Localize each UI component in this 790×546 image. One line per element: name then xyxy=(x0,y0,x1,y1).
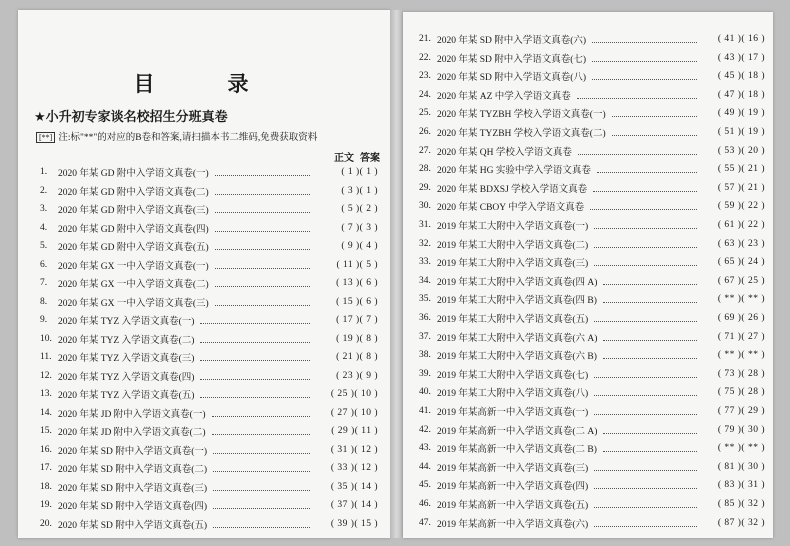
entry-leader xyxy=(200,372,310,380)
toc-entry xyxy=(40,184,378,198)
entry-number: 42. xyxy=(419,424,431,435)
toc-entry xyxy=(419,218,765,232)
entry-number: 26. xyxy=(419,127,431,137)
column-header-text: 正文 xyxy=(334,153,354,164)
entry-title: 2020 年某 GD 附中入学语文真卷(二) xyxy=(58,187,209,198)
entry-leader xyxy=(612,128,697,136)
entry-leader xyxy=(592,54,697,62)
entry-title: 2020 年某 GD 附中入学语文真卷(四) xyxy=(58,224,209,235)
entry-title: 2020 年某 GX 一中入学语文真卷(二) xyxy=(58,280,209,290)
toc-entry xyxy=(40,313,378,327)
toc-entry xyxy=(40,165,378,179)
entry-pages: ( 37 )( 14 ) xyxy=(330,500,378,510)
entry-leader xyxy=(215,187,310,195)
toc-entry xyxy=(419,69,765,83)
entry-leader xyxy=(213,520,310,528)
entry-pages: ( 3 )( 1 ) xyxy=(341,185,378,196)
entry-pages: ( 71 )( 27 ) xyxy=(717,331,765,342)
entry-title: 2020 年某 AZ 中学入学语文真卷 xyxy=(437,91,571,102)
entry-pages: ( 87 )( 32 ) xyxy=(717,517,765,528)
entry-number: 37. xyxy=(419,331,431,342)
entry-pages: ( 47 )( 18 ) xyxy=(717,89,765,100)
entry-pages: ( 41 )( 16 ) xyxy=(717,34,765,44)
entry-title: 2020 年某 SD 附中入学语文真卷(四) xyxy=(58,502,208,512)
entry-number: 40. xyxy=(419,387,431,398)
entry-title: 2019 年某高新一中入学语文真卷(六) xyxy=(437,519,589,530)
entry-leader xyxy=(603,295,697,303)
entry-pages: ( 73 )( 28 ) xyxy=(717,368,765,379)
entry-number: 24. xyxy=(419,89,431,100)
entry-pages: ( 79 )( 30 ) xyxy=(717,424,765,435)
entry-leader xyxy=(590,202,697,210)
toc-entry xyxy=(419,367,765,381)
entry-number: 7. xyxy=(40,278,48,288)
entry-pages: ( 69 )( 26 ) xyxy=(717,313,765,323)
toc-entry xyxy=(419,106,765,120)
entry-leader xyxy=(594,481,697,489)
entry-number: 2. xyxy=(40,185,48,196)
entry-title: 2020 年某 TYZ 入学语文真卷(四) xyxy=(58,372,195,383)
entry-pages: ( 55 )( 21 ) xyxy=(717,164,765,175)
toc-entry xyxy=(40,461,378,475)
note-text: 注:标"**"的对应的B卷和答案,请扫描本书二维码,免费获取资料 xyxy=(58,133,318,143)
toc-entry xyxy=(40,424,378,438)
entry-pages: ( 29 )( 11 ) xyxy=(331,426,378,436)
entry-title: 2020 年某 CBOY 中学入学语文真卷 xyxy=(437,203,585,214)
entry-title: 2020 年某 HG 实验中学入学语文真卷 xyxy=(437,166,591,177)
entry-title: 2020 年某 GX 一中入学语文真卷(三) xyxy=(58,298,209,309)
entry-leader xyxy=(594,463,697,471)
toc-entry xyxy=(419,330,765,344)
entry-title: 2019 年某工大附中入学语文真卷(四 B) xyxy=(437,296,597,307)
entry-number: 29. xyxy=(419,182,431,193)
entry-title: 2019 年某工大附中入学语文真卷(三) xyxy=(437,259,589,270)
entry-number: 13. xyxy=(40,389,52,399)
entry-pages: ( 53 )( 20 ) xyxy=(717,145,765,156)
toc-entry xyxy=(419,181,765,195)
toc-entry xyxy=(419,348,765,362)
entry-leader xyxy=(594,500,697,508)
column-headers xyxy=(334,149,380,164)
entry-pages: ( 15 )( 6 ) xyxy=(336,296,378,307)
entry-title: 2020 年某 GX 一中入学语文真卷(一) xyxy=(58,261,209,272)
toc-entry xyxy=(40,332,378,346)
entry-number: 14. xyxy=(40,407,52,418)
entry-leader xyxy=(215,261,310,269)
entry-leader xyxy=(577,91,697,99)
entry-title: 2019 年某工大附中入学语文真卷(六 B) xyxy=(437,352,597,363)
entry-pages: ( 49 )( 19 ) xyxy=(717,108,765,119)
entry-leader xyxy=(215,205,310,213)
toc-entry xyxy=(419,162,765,176)
entry-pages: ( 57 )( 21 ) xyxy=(717,182,765,193)
toc-entry xyxy=(419,199,765,213)
entry-number: 32. xyxy=(419,238,431,249)
toc-entry xyxy=(419,125,765,139)
toc-entry xyxy=(40,498,378,512)
entry-pages: ( 21 )( 8 ) xyxy=(336,352,378,362)
entry-number: 38. xyxy=(419,350,431,361)
entry-leader xyxy=(200,353,310,361)
entry-number: 43. xyxy=(419,443,431,454)
right-page xyxy=(403,12,773,538)
entry-leader xyxy=(213,483,310,491)
entry-number: 4. xyxy=(40,222,48,233)
entry-pages: ( 17 )( 7 ) xyxy=(336,315,378,325)
entry-leader xyxy=(200,335,310,343)
entry-title: 2020 年某 SD 附中入学语文真卷(六) xyxy=(437,36,587,46)
entry-leader xyxy=(594,240,697,248)
entry-number: 20. xyxy=(40,518,52,529)
entry-number: 35. xyxy=(419,294,431,305)
toc-entry xyxy=(419,460,765,474)
toc-entry xyxy=(40,387,378,401)
entry-pages: ( 45 )( 18 ) xyxy=(717,71,765,82)
entry-pages: ( 65 )( 24 ) xyxy=(717,257,765,268)
entry-pages: ( 59 )( 22 ) xyxy=(717,201,765,212)
toc-entry xyxy=(419,144,765,158)
entry-number: 27. xyxy=(419,145,431,156)
entry-pages: ( 35 )( 14 ) xyxy=(330,481,378,492)
entry-leader xyxy=(594,314,697,322)
toc-entry xyxy=(40,202,378,216)
left-page xyxy=(18,10,390,538)
entry-number: 34. xyxy=(419,275,431,286)
toc-entry xyxy=(40,406,378,420)
entry-number: 6. xyxy=(40,259,48,270)
entry-title: 2019 年某工大附中入学语文真卷(六 A) xyxy=(437,333,598,344)
entry-pages: ( 1 )( 1 ) xyxy=(341,167,378,177)
entry-title: 2019 年某高新一中入学语文真卷(五) xyxy=(437,501,589,511)
entry-number: 21. xyxy=(419,34,431,44)
entry-leader xyxy=(213,464,310,472)
entry-leader xyxy=(592,72,697,80)
entry-pages: ( 75 )( 28 ) xyxy=(717,387,765,398)
toc-entry xyxy=(40,221,378,235)
entry-leader xyxy=(594,407,697,415)
entry-title: 2020 年某 QH 学校入学语文真卷 xyxy=(437,147,572,158)
entry-pages: ( 51 )( 19 ) xyxy=(717,127,765,137)
entry-number: 45. xyxy=(419,480,431,491)
entry-pages: ( 31 )( 12 ) xyxy=(330,444,378,455)
entry-pages: ( 81 )( 30 ) xyxy=(717,461,765,472)
entry-leader xyxy=(612,109,697,117)
entry-leader xyxy=(603,444,697,452)
toc-entry xyxy=(419,311,765,325)
entry-pages: ( 19 )( 8 ) xyxy=(336,333,378,344)
entry-leader xyxy=(594,388,697,396)
entry-pages: ( 83 )( 31 ) xyxy=(717,480,765,491)
toc-entry xyxy=(40,295,378,309)
toc-entry xyxy=(40,517,378,531)
toc-entry xyxy=(419,478,765,492)
toc-entry xyxy=(419,404,765,418)
entry-leader xyxy=(200,316,310,324)
entry-leader xyxy=(594,519,697,527)
note-tag: [**] xyxy=(36,132,55,143)
entry-leader xyxy=(603,333,697,341)
entry-title: 2019 年某工大附中入学语文真卷(七) xyxy=(437,370,589,381)
entry-title: 2019 年某工大附中入学语文真卷(八) xyxy=(437,389,589,400)
toc-entry xyxy=(40,258,378,272)
entry-number: 17. xyxy=(40,463,52,473)
entry-number: 36. xyxy=(419,313,431,323)
entry-pages: ( 77 )( 29 ) xyxy=(717,406,765,416)
entry-title: 2020 年某 SD 附中入学语文真卷(一) xyxy=(58,446,208,457)
column-header-answer: 答案 xyxy=(360,153,380,164)
toc-title: 目 录 xyxy=(133,72,275,96)
entry-leader xyxy=(593,184,697,192)
toc-entry xyxy=(419,441,765,455)
entry-pages: ( 63 )( 23 ) xyxy=(717,238,765,249)
entry-title: 2019 年某高新一中入学语文真卷(四) xyxy=(437,482,589,493)
toc-entry xyxy=(419,237,765,251)
entry-number: 5. xyxy=(40,241,48,251)
entry-title: 2020 年某 TYZ 入学语文真卷(五) xyxy=(58,391,195,401)
entry-title: 2019 年某工大附中入学语文真卷(一) xyxy=(437,222,589,232)
entry-title: 2020 年某 JD 附中入学语文真卷(二) xyxy=(58,428,206,438)
toc-entry xyxy=(40,350,378,364)
entry-title: 2020 年某 BDXSJ 学校入学语文真卷 xyxy=(437,184,588,195)
entry-title: 2020 年某 TYZ 入学语文真卷(三) xyxy=(58,354,195,364)
toc-entry xyxy=(40,480,378,494)
entry-title: 2020 年某 GD 附中入学语文真卷(一) xyxy=(58,169,209,179)
entry-title: 2020 年某 SD 附中入学语文真卷(三) xyxy=(58,483,208,494)
toc-entry xyxy=(419,423,765,437)
entry-pages: ( ** )( ** ) xyxy=(717,443,765,454)
entry-number: 44. xyxy=(419,461,431,472)
entry-number: 28. xyxy=(419,164,431,175)
entry-leader xyxy=(603,277,697,285)
entry-leader xyxy=(215,168,310,176)
entry-title: 2019 年某高新一中入学语文真卷(一) xyxy=(437,408,589,418)
entry-title: 2019 年某高新一中入学语文真卷(二 B) xyxy=(437,445,597,456)
entry-number: 1. xyxy=(40,167,48,177)
entry-title: 2020 年某 SD 附中入学语文真卷(五) xyxy=(58,520,208,531)
entry-number: 25. xyxy=(419,108,431,119)
entry-leader xyxy=(200,390,310,398)
entry-leader xyxy=(594,370,697,378)
entry-leader xyxy=(215,224,310,232)
entry-number: 9. xyxy=(40,315,48,325)
entry-leader xyxy=(215,298,310,306)
entry-number: 41. xyxy=(419,406,431,416)
toc-entry xyxy=(40,239,378,253)
entry-title: 2020 年某 TYZ 入学语文真卷(一) xyxy=(58,317,195,327)
entry-pages: ( 27 )( 10 ) xyxy=(330,407,378,418)
entry-number: 30. xyxy=(419,201,431,212)
entry-pages: ( 9 )( 4 ) xyxy=(341,241,378,251)
entry-pages: ( 23 )( 9 ) xyxy=(336,370,378,381)
entry-title: 2020 年某 GD 附中入学语文真卷(三) xyxy=(58,206,209,216)
entry-leader xyxy=(597,165,697,173)
entry-pages: ( 33 )( 12 ) xyxy=(330,463,378,473)
entry-number: 31. xyxy=(419,220,431,230)
toc-entry xyxy=(40,369,378,383)
entry-number: 3. xyxy=(40,204,48,214)
entry-pages: ( ** )( ** ) xyxy=(717,294,765,305)
entry-pages: ( 61 )( 22 ) xyxy=(717,220,765,230)
entry-number: 19. xyxy=(40,500,52,510)
toc-entry xyxy=(419,51,765,65)
entry-pages: ( 5 )( 2 ) xyxy=(341,204,378,214)
entry-title: 2020 年某 TYZ 入学语文真卷(二) xyxy=(58,335,195,346)
entry-leader xyxy=(215,242,310,250)
entry-leader xyxy=(603,426,697,434)
entry-title: 2020 年某 SD 附中入学语文真卷(七) xyxy=(437,54,587,65)
toc-entry xyxy=(40,276,378,290)
toc-entry xyxy=(419,385,765,399)
entry-pages: ( 25 )( 10 ) xyxy=(330,389,378,399)
entry-number: 46. xyxy=(419,499,431,509)
entry-title: 2020 年某 TYZBH 学校入学语文真卷(一) xyxy=(437,110,606,121)
entry-leader xyxy=(212,409,310,417)
entry-title: 2020 年某 SD 附中入学语文真卷(二) xyxy=(58,465,208,475)
toc-entry xyxy=(419,516,765,530)
entry-number: 39. xyxy=(419,368,431,379)
entry-number: 16. xyxy=(40,444,52,455)
entry-pages: ( 85 )( 32 ) xyxy=(717,499,765,509)
toc-entry xyxy=(419,292,765,306)
entry-pages: ( 39 )( 15 ) xyxy=(330,518,378,529)
entry-number: 8. xyxy=(40,296,48,307)
toc-entry xyxy=(419,497,765,511)
entry-pages: ( ** )( ** ) xyxy=(717,350,765,361)
entry-title: 2019 年某工大附中入学语文真卷(二) xyxy=(437,240,589,251)
entry-title: 2019 年某高新一中入学语文真卷(三) xyxy=(437,463,589,474)
entry-title: 2019 年某高新一中入学语文真卷(二 A) xyxy=(437,426,598,437)
entry-leader xyxy=(594,258,697,266)
entry-number: 22. xyxy=(419,52,431,63)
entry-title: 2020 年某 GD 附中入学语文真卷(五) xyxy=(58,243,209,253)
book-spine xyxy=(390,10,403,538)
section-heading: ★小升初专家谈名校招生分班真卷 xyxy=(34,110,228,125)
entry-number: 18. xyxy=(40,481,52,492)
entry-leader xyxy=(213,446,310,454)
entry-pages: ( 7 )( 3 ) xyxy=(341,222,378,233)
toc-entry xyxy=(419,274,765,288)
entry-title: 2019 年某工大附中入学语文真卷(四 A) xyxy=(437,277,598,288)
entry-number: 12. xyxy=(40,370,52,381)
entry-leader xyxy=(578,147,697,155)
entry-number: 23. xyxy=(419,71,431,82)
entry-title: 2019 年某工大附中入学语文真卷(五) xyxy=(437,315,589,325)
entry-pages: ( 67 )( 25 ) xyxy=(717,275,765,286)
entry-title: 2020 年某 TYZBH 学校入学语文真卷(二) xyxy=(437,129,606,139)
entry-leader xyxy=(215,279,310,287)
entry-pages: ( 11 )( 5 ) xyxy=(336,259,378,270)
entry-leader xyxy=(212,427,310,435)
entry-pages: ( 43 )( 17 ) xyxy=(717,52,765,63)
entry-title: 2020 年某 JD 附中入学语文真卷(一) xyxy=(58,409,206,420)
entry-title: 2020 年某 SD 附中入学语文真卷(八) xyxy=(437,73,587,84)
note xyxy=(36,129,317,143)
toc-entry xyxy=(40,443,378,457)
entry-number: 15. xyxy=(40,426,52,436)
entry-number: 47. xyxy=(419,517,431,528)
entry-number: 11. xyxy=(40,352,52,362)
toc-entry xyxy=(419,88,765,102)
entry-number: 10. xyxy=(40,333,52,344)
entry-pages: ( 13 )( 6 ) xyxy=(336,278,378,288)
toc-entry xyxy=(419,255,765,269)
entry-number: 33. xyxy=(419,257,431,268)
entry-leader xyxy=(213,501,310,509)
entry-leader xyxy=(592,35,697,43)
toc-entry xyxy=(419,32,765,46)
entry-leader xyxy=(603,351,697,359)
entry-leader xyxy=(594,221,697,229)
